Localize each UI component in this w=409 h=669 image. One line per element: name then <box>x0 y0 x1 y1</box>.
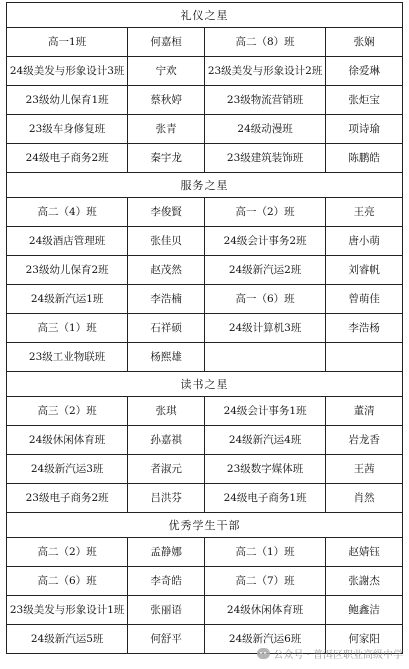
table-row <box>7 198 403 227</box>
table-row <box>7 28 403 57</box>
class-cell: 24级新汽运5班 <box>7 625 128 654</box>
class-cell: 24级酒店管理班 <box>7 227 128 256</box>
student-name-cell: 鲍鑫洁 <box>326 596 403 625</box>
section-header-row <box>7 3 403 28</box>
class-cell: 23级车身修复班 <box>7 115 128 144</box>
student-name-cell: 张佳贝 <box>128 227 205 256</box>
student-name-cell: 秦宇龙 <box>128 144 205 173</box>
student-name-cell: 肖然 <box>326 484 403 513</box>
student-name-cell: 项诗瑜 <box>326 115 403 144</box>
student-name-cell: 赵茂然 <box>128 256 205 285</box>
class-cell: 高二（1）班 <box>204 538 325 567</box>
table-row <box>7 144 403 173</box>
class-cell: 高三（1）班 <box>7 314 128 343</box>
table-row <box>7 285 403 314</box>
student-name-cell: 李奇皓 <box>128 567 205 596</box>
class-cell: 23级美发与形象设计1班 <box>7 596 128 625</box>
class-cell: 23级幼儿保育2班 <box>7 256 128 285</box>
student-name-cell: 王茜 <box>326 455 403 484</box>
section-header-row <box>7 173 403 198</box>
class-cell: 24级会计事务2班 <box>204 227 325 256</box>
class-cell: 24级休闲体育班 <box>204 596 325 625</box>
student-name-cell: 刘睿帆 <box>326 256 403 285</box>
table-row <box>7 567 403 596</box>
table-row <box>7 86 403 115</box>
student-name-cell: 徐爱琳 <box>326 57 403 86</box>
class-cell: 24级休闲体育班 <box>7 426 128 455</box>
student-name-cell: 赵婧钰 <box>326 538 403 567</box>
student-name-cell: 董清 <box>326 397 403 426</box>
table-row <box>7 397 403 426</box>
class-cell: 23级建筑装饰班 <box>204 144 325 173</box>
class-cell: 高一（2）班 <box>204 198 325 227</box>
student-name-cell: 李俊賢 <box>128 198 205 227</box>
class-cell: 高二（8）班 <box>204 28 325 57</box>
student-name-cell: 唐小萌 <box>326 227 403 256</box>
table-row <box>7 426 403 455</box>
class-cell: 高二（4）班 <box>7 198 128 227</box>
student-name-cell: 李浩楠 <box>128 285 205 314</box>
class-cell: 23级美发与形象设计2班 <box>204 57 325 86</box>
class-cell: 高二（2）班 <box>7 538 128 567</box>
student-name-cell: 宁欢 <box>128 57 205 86</box>
student-name-cell: 张琪 <box>128 397 205 426</box>
student-name-cell: 张丽语 <box>128 596 205 625</box>
class-cell: 24级电子商务1班 <box>204 484 325 513</box>
honor-roll-table <box>6 2 403 654</box>
student-name-cell <box>326 343 403 372</box>
class-cell: 高一（6）班 <box>204 285 325 314</box>
student-name-cell: 何嘉桓 <box>128 28 205 57</box>
table-row <box>7 115 403 144</box>
class-cell: 23级数字媒体班 <box>204 455 325 484</box>
student-name-cell: 曾萌佳 <box>326 285 403 314</box>
class-cell: 24级新汽运1班 <box>7 285 128 314</box>
table-row <box>7 596 403 625</box>
class-cell: 23级电子商务2班 <box>7 484 128 513</box>
student-name-cell: 张娴 <box>326 28 403 57</box>
student-name-cell: 岩龙香 <box>326 426 403 455</box>
watermark-text: 公众号 · 普洱区职业高级中学 <box>273 650 403 661</box>
student-name-cell: 何舒平 <box>128 625 205 654</box>
student-name-cell: 王亮 <box>326 198 403 227</box>
section-title: 优秀学生干部 <box>7 513 403 538</box>
table-row <box>7 57 403 86</box>
student-name-cell: 杨熙雄 <box>128 343 205 372</box>
student-name-cell: 李浩杨 <box>326 314 403 343</box>
class-cell: 23级幼儿保育1班 <box>7 86 128 115</box>
class-cell: 24级新汽运6班 <box>204 625 325 654</box>
class-cell: 高二（6）班 <box>7 567 128 596</box>
class-cell: 24级新汽运2班 <box>204 256 325 285</box>
student-name-cell: 孟静娜 <box>128 538 205 567</box>
class-cell: 24级动漫班 <box>204 115 325 144</box>
class-cell: 23级物流营销班 <box>204 86 325 115</box>
class-cell: 高二（7）班 <box>204 567 325 596</box>
class-cell: 高一1班 <box>7 28 128 57</box>
class-cell: 24级会计事务1班 <box>204 397 325 426</box>
student-name-cell: 何家阳 <box>326 625 403 654</box>
student-name-cell: 石祥硕 <box>128 314 205 343</box>
student-name-cell: 者淑元 <box>128 455 205 484</box>
section-title: 读书之星 <box>7 372 403 397</box>
student-name-cell: 张謝杰 <box>326 567 403 596</box>
student-name-cell: 张青 <box>128 115 205 144</box>
watermark <box>257 646 403 661</box>
class-cell: 24级新汽运4班 <box>204 426 325 455</box>
table-row <box>7 484 403 513</box>
table-row <box>7 343 403 372</box>
student-name-cell: 张炬宝 <box>326 86 403 115</box>
class-cell <box>204 343 325 372</box>
student-name-cell: 吕洪芬 <box>128 484 205 513</box>
section-title: 礼仪之星 <box>7 3 403 28</box>
class-cell: 24级电子商务2班 <box>7 144 128 173</box>
student-name-cell: 孙嘉祺 <box>128 426 205 455</box>
table-row <box>7 538 403 567</box>
student-name-cell: 蔡秋婷 <box>128 86 205 115</box>
table-row <box>7 314 403 343</box>
section-header-row <box>7 513 403 538</box>
table-row <box>7 256 403 285</box>
class-cell: 23级工业物联班 <box>7 343 128 372</box>
section-title: 服务之星 <box>7 173 403 198</box>
class-cell: 24级新汽运3班 <box>7 455 128 484</box>
table-row <box>7 455 403 484</box>
class-cell: 高三（2）班 <box>7 397 128 426</box>
class-cell: 24级美发与形象设计3班 <box>7 57 128 86</box>
wechat-icon <box>257 648 270 659</box>
section-header-row <box>7 372 403 397</box>
student-name-cell: 陈鹏皓 <box>326 144 403 173</box>
class-cell: 24级计算机3班 <box>204 314 325 343</box>
table-row <box>7 227 403 256</box>
